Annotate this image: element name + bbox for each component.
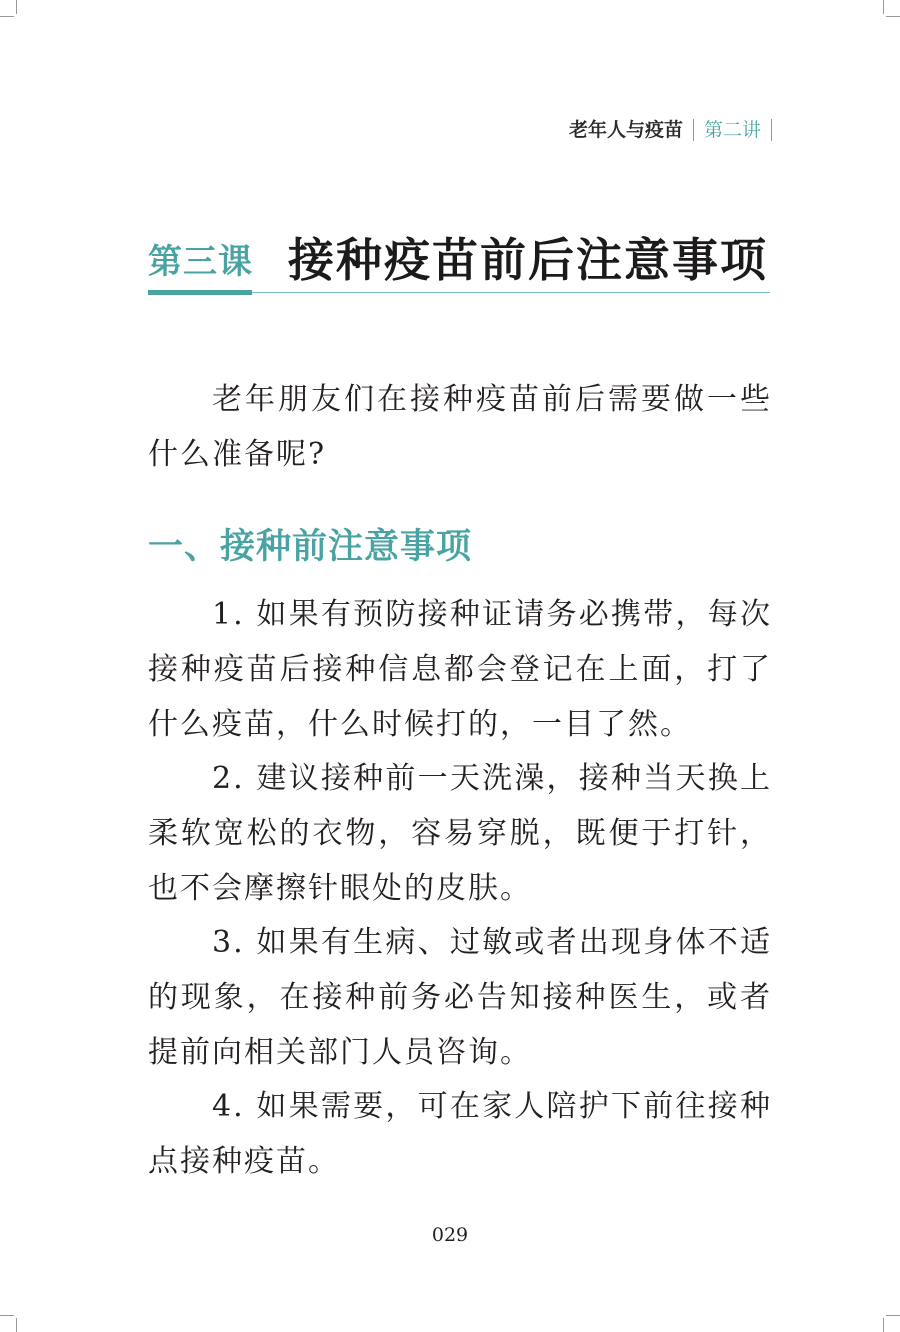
list-item: 3. 如果有生病、过敏或者出现身体不适的现象，在接种前务必告知接种医生，或者提前向相关部门人员咨询。 xyxy=(148,925,772,1070)
lesson-title: 接种疫苗前后注意事项 xyxy=(288,233,768,287)
list-item: 1. 如果有预防接种证请务必携带，每次接种疫苗后接种信息都会登记在上面，打了什么疫苗，什么时候打的，一目了然。 xyxy=(148,597,772,742)
lesson-number: 第三课 xyxy=(148,242,253,282)
section-heading: 一、接种前注意事项 xyxy=(148,527,473,567)
crop-mark xyxy=(883,1318,884,1332)
running-header xyxy=(569,116,782,144)
crop-mark xyxy=(16,1318,17,1332)
crop-mark xyxy=(886,1315,900,1316)
crop-mark xyxy=(886,16,900,17)
list-item: 2. 建议接种前一天洗澡，接种当天换上柔软宽松的衣物，容易穿脱，既便于打针，也不会摩擦针眼处的皮肤。 xyxy=(148,761,772,906)
page-number: 029 xyxy=(431,1224,469,1246)
header-divider xyxy=(693,119,694,141)
crop-mark xyxy=(883,0,884,14)
header-divider xyxy=(771,119,772,141)
part-label: 第二讲 xyxy=(703,119,761,141)
crop-mark xyxy=(16,0,17,14)
list-item: 4. 如果需要，可在家人陪护下前往接种点接种疫苗。 xyxy=(148,1089,772,1179)
lesson-heading xyxy=(148,222,770,296)
book-title: 老年人与疫苗 xyxy=(568,119,683,141)
crop-mark xyxy=(0,1315,14,1316)
intro-paragraph: 老年朋友们在接种疫苗前后需要做一些什么准备呢? xyxy=(148,382,772,472)
crop-mark xyxy=(0,16,14,17)
title-underline-accent xyxy=(148,290,252,295)
